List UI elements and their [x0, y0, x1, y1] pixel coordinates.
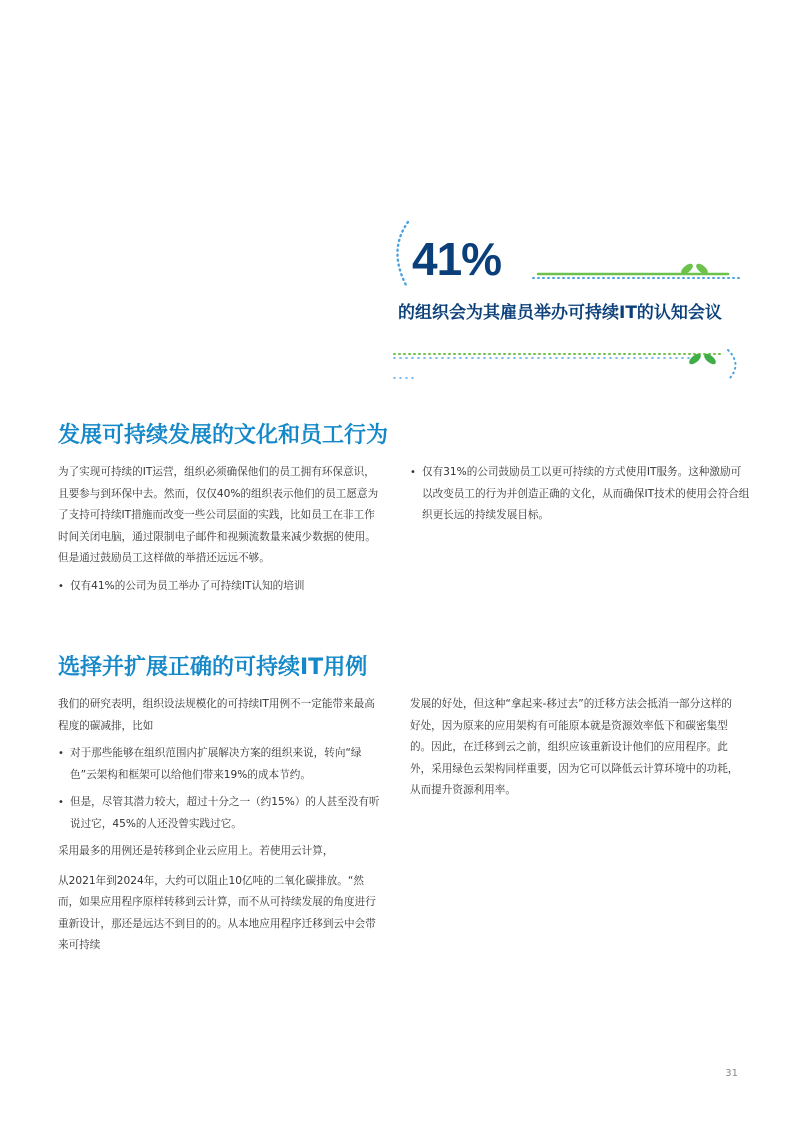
section2-right-column	[410, 694, 740, 802]
bullet-icon: •	[410, 467, 416, 478]
list-item: • 对于那些能够在组织范围内扩展解决方案的组织来说，转向“绿色”云架构和框架可以给他们带来19%的成本节约。	[58, 743, 383, 786]
paragraph: 为了实现可持续的IT运营，组织必须确保他们的员工拥有环保意识，且要参与到环保中去。然而，仅仅40%的组织表示他们的员工愿意为了支持可持续IT措施而改变一些公司层面的实践，比如员工在非工作时间关闭电脑，通过限制电子邮件和视频流数量来减少数据的使用。但是通过鼓励员工这样做的举措还远远不够。	[58, 466, 379, 564]
bullet-list	[58, 576, 383, 598]
section1-left-column	[58, 462, 383, 597]
section2-left-column	[58, 694, 383, 957]
leaf-icon	[686, 350, 720, 368]
list-item: • 但是，尽管其潜力较大，超过十分之一（约15%）的人甚至没有听说过它，45%的人还没曾实践过它。	[58, 792, 383, 835]
stat-caption: 的组织会为其雇员举办可持续IT的认知会议	[398, 303, 722, 323]
section1-right-column	[410, 462, 750, 527]
stat-value: 41%	[412, 233, 502, 285]
leaf-icon	[678, 260, 712, 278]
bullet-list	[410, 462, 750, 527]
page-number: 31	[725, 1068, 738, 1079]
bullet-list	[58, 743, 383, 835]
bullet-icon: •	[58, 797, 64, 808]
list-item: • 仅有41%的公司为员工举办了可持续IT认知的培训	[58, 576, 383, 598]
paragraph: 我们的研究表明，组织设法规模化的可持续IT用例不一定能带来最高程度的碳减排，比如	[58, 698, 375, 732]
bullet-icon: •	[58, 580, 64, 592]
paragraph: 发展的好处，但这种“拿起来-移过去”的迁移方法会抵消一部分这样的好处，因为原来的应用架构有可能原本就是资源效率低下和碳密集型的。因此，在迁移到云之前，组织应该重新设计他们的应用程序。此外，采用绿色云架构同样重要，因为它可以降低云计算环境中的功耗，从而提升资源利用率。	[410, 698, 739, 796]
section-heading-use-cases: 选择并扩展正确的可持续IT用例	[58, 655, 368, 680]
section-heading-culture: 发展可持续发展的文化和员工行为	[58, 423, 389, 448]
stat-callout	[388, 210, 748, 390]
bullet-icon: •	[58, 748, 64, 759]
paragraph: 从2021年到2024年，大约可以阻止10亿吨的二氧化碳排放。“然而，如果应用程序原样转移到云计算，而不从可持续发展的角度进行重新设计，那还是远达不到目的的。从本地应用程序迁移到云中会带来可持续	[58, 874, 376, 951]
paragraph: 采用最多的用例还是转移到企业云应用上。若使用云计算，	[58, 845, 334, 857]
list-item: • 仅有31%的公司鼓励员工以更可持续的方式使用IT服务。这种激励可以改变员工的行为并创造正确的文化，从而确保IT技术的使用会符合组织更长远的持续发展目标。	[410, 462, 750, 527]
